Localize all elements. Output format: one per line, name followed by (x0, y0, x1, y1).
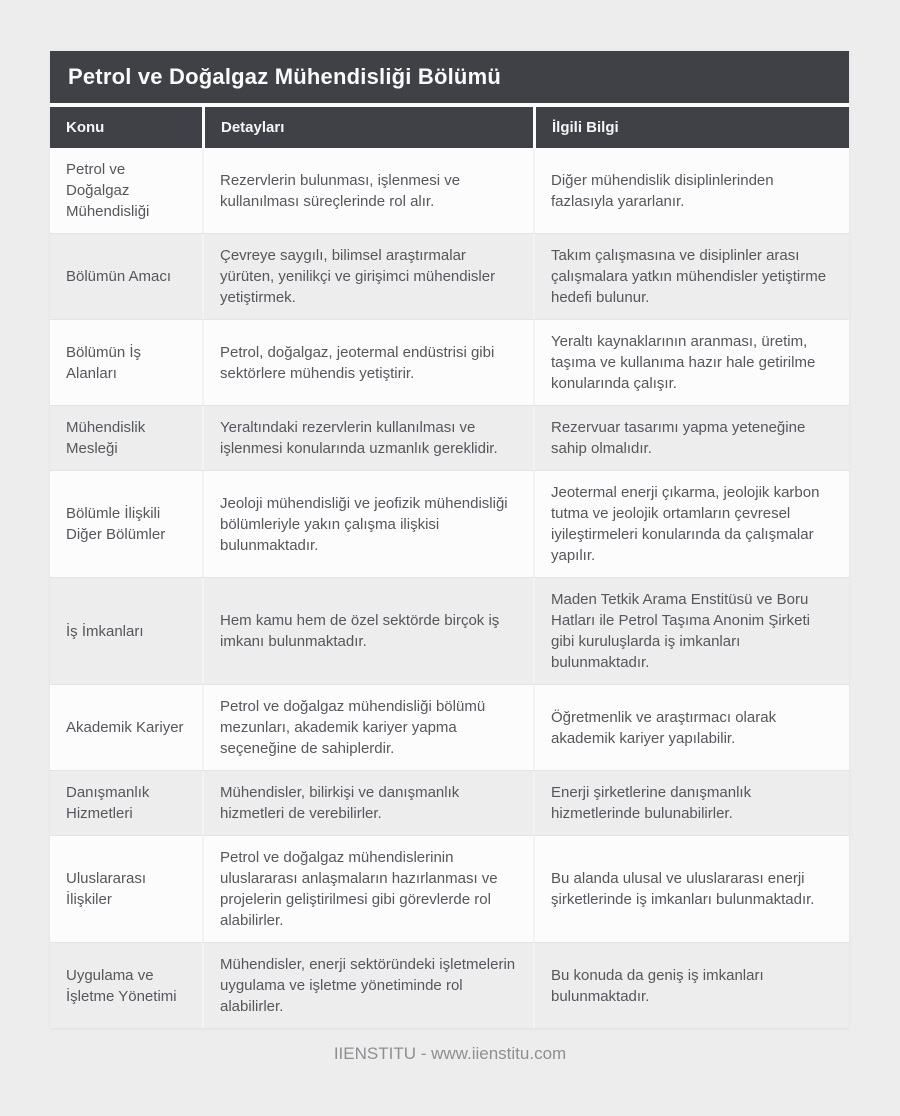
table-row (50, 148, 849, 233)
table-body (50, 148, 849, 1028)
cell-konu: Uluslararası İlişkiler (66, 870, 147, 908)
table-header-row (50, 107, 849, 148)
table-row (50, 942, 849, 1028)
table-row (50, 233, 849, 319)
column-header-konu: Konu (50, 107, 202, 148)
cell-bilgi: Enerji şirketlerine danışmanlık hizmetlerinde bulunabilirler. (533, 771, 849, 835)
cell-bilgi: Rezervuar tasarımı yapma yeteneğine sahip olmalıdır. (533, 406, 849, 470)
cell-bilgi: Diğer mühendislik disiplinlerinden fazlasıyla yararlanır. (533, 148, 849, 233)
table-row (50, 835, 849, 942)
table-row (50, 319, 849, 405)
cell-konu: Akademik Kariyer (66, 719, 184, 736)
cell-konu: Danışmanlık Hizmetleri (66, 784, 150, 822)
cell-detay: Hem kamu hem de özel sektörde birçok iş imkanı bulunmaktadır. (202, 578, 533, 684)
cell-bilgi: Bu konuda da geniş iş imkanları bulunmaktadır. (533, 943, 849, 1028)
table-row (50, 770, 849, 835)
column-header-bilgi: İlgili Bilgi (533, 107, 849, 148)
cell-detay: Yeraltındaki rezervlerin kullanılması ve işlenmesi konularında uzmanlık gereklidir. (202, 406, 533, 470)
cell-konu: Bölümün İş Alanları (66, 343, 142, 382)
cell-konu: Petrol ve Doğalgaz Mühendisliği (66, 161, 150, 220)
column-header-detay: Detayları (202, 107, 533, 148)
table-row (50, 577, 849, 684)
footer-credit: IIENSTITU - www.iienstitu.com (333, 1044, 567, 1063)
cell-detay: Çevreye saygılı, bilimsel araştırmalar yürüten, yenilikçi ve girişimci mühendisler yetiştirmek. (202, 234, 533, 319)
cell-konu: Mühendislik Mesleği (66, 419, 146, 457)
cell-bilgi: Jeotermal enerji çıkarma, jeolojik karbon tutma ve jeolojik ortamların çevresel iyileştirmeleri konularında da çalışmalar yapılır. (533, 471, 849, 577)
page-title: Petrol ve Doğalgaz Mühendisliği Bölümü (50, 51, 849, 107)
cell-konu: Bölümle İlişkili Diğer Bölümler (66, 505, 166, 543)
cell-detay: Rezervlerin bulunması, işlenmesi ve kullanılması süreçlerinde rol alır. (202, 148, 533, 233)
cell-bilgi: Takım çalışmasına ve disiplinler arası çalışmalara yatkın mühendisler yetiştirme hedefi bulunur. (533, 234, 849, 319)
cell-konu: Uygulama ve İşletme Yönetimi (66, 966, 177, 1005)
cell-detay: Mühendisler, enerji sektöründeki işletmelerin uygulama ve işletme yönetiminde rol alabilirler. (202, 943, 533, 1028)
cell-bilgi: Öğretmenlik ve araştırmacı olarak akademik kariyer yapılabilir. (533, 685, 849, 770)
cell-detay: Jeoloji mühendisliği ve jeofizik mühendisliği bölümleriyle yakın çalışma ilişkisi bulunmaktadır. (202, 471, 533, 577)
cell-detay: Petrol ve doğalgaz mühendislerinin uluslararası anlaşmaların hazırlanması ve projelerin geliştirilmesi gibi görevlerde rol alabilirler. (202, 836, 533, 942)
cell-bilgi: Bu alanda ulusal ve uluslararası enerji şirketlerinde iş imkanları bulunmaktadır. (533, 836, 849, 942)
document-card (50, 51, 849, 1028)
table-row (50, 684, 849, 770)
table-row (50, 405, 849, 470)
cell-detay: Petrol, doğalgaz, jeotermal endüstrisi gibi sektörlere mühendis yetiştirir. (202, 320, 533, 405)
cell-konu: İş İmkanları (66, 622, 144, 640)
cell-detay: Petrol ve doğalgaz mühendisliği bölümü mezunları, akademik kariyer yapma seçeneğine de sahiplerdir. (202, 685, 533, 770)
table-row (50, 470, 849, 577)
cell-bilgi: Maden Tetkik Arama Enstitüsü ve Boru Hatları ile Petrol Taşıma Anonim Şirketi gibi kuruluşlarda iş imkanları bulunmaktadır. (533, 578, 849, 684)
cell-detay: Mühendisler, bilirkişi ve danışmanlık hizmetleri de verebilirler. (202, 771, 533, 835)
cell-konu: Bölümün Amacı (66, 268, 172, 285)
cell-bilgi: Yeraltı kaynaklarının aranması, üretim, taşıma ve kullanıma hazır hale getirilme konularında çalışır. (533, 320, 849, 405)
